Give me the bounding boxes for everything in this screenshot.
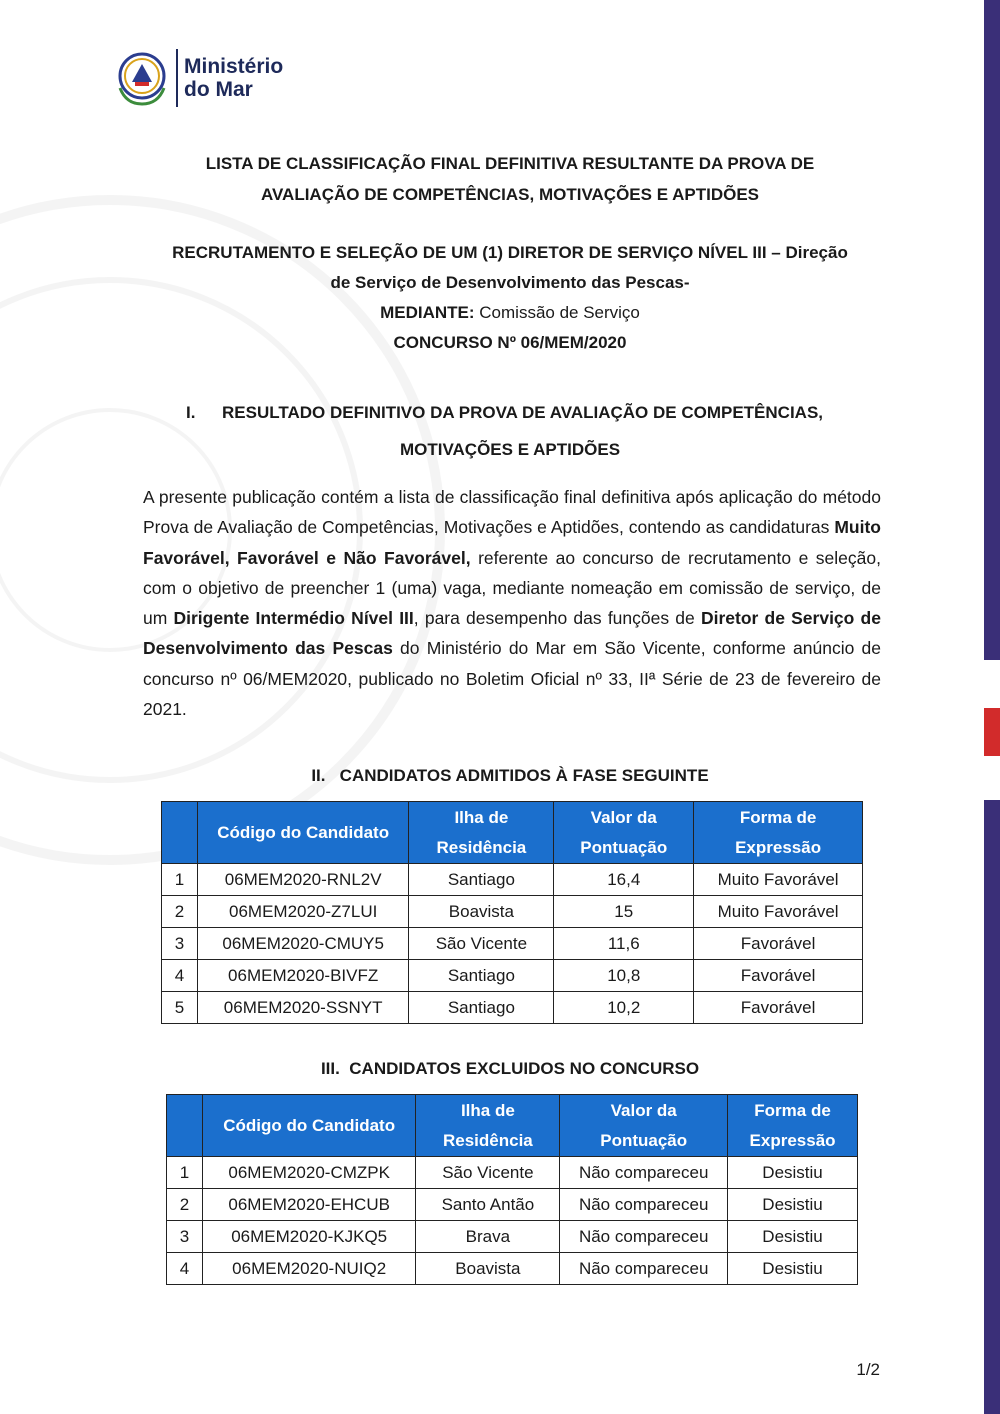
recruitment-heading <box>140 238 880 298</box>
cell-index: 3 <box>162 928 198 960</box>
logo-line-2: do Mar <box>184 78 253 101</box>
header-expression-label: Forma de Expressão <box>735 807 822 857</box>
table-row <box>167 1157 858 1189</box>
cell-island: Santiago <box>409 960 554 992</box>
header-expression <box>694 802 863 864</box>
cell-code: 06MEM2020-Z7LUI <box>197 896 409 928</box>
header-island <box>409 802 554 864</box>
cell-island: Boavista <box>409 896 554 928</box>
cell-index: 4 <box>167 1253 203 1285</box>
admitted-candidates-table <box>161 801 863 1024</box>
cell-island: Santiago <box>409 864 554 896</box>
cell-expression: Desistiu <box>728 1221 858 1253</box>
cell-island: Boavista <box>416 1253 560 1285</box>
cell-score: 16,4 <box>554 864 694 896</box>
coat-of-arms-icon <box>112 48 172 108</box>
table-row <box>162 992 863 1024</box>
section-1-roman: I. <box>186 403 196 422</box>
cell-code: 06MEM2020-RNL2V <box>197 864 409 896</box>
recruitment-line-1: RECRUTAMENTO E SELEÇÃO DE UM (1) DIRETOR DE SERVIÇO NÍVEL III – Direção <box>172 243 848 262</box>
table-row <box>167 1221 858 1253</box>
header-expression <box>728 1095 858 1157</box>
logo-line-1: Ministério <box>184 55 284 78</box>
cell-score: Não compareceu <box>560 1221 728 1253</box>
header-score-label: Valor da Pontuação <box>580 807 668 857</box>
document-title <box>140 148 880 210</box>
cell-expression: Favorável <box>694 928 863 960</box>
cell-expression: Favorável <box>694 992 863 1024</box>
table-row <box>162 896 863 928</box>
cell-code: 06MEM2020-CMZPK <box>202 1157 416 1189</box>
paragraph-text-2: referente ao concurso de recrutamento e seleção, com o objetivo de preencher 1 (uma) vaga, mediante nomeação em comissão de serviço, de um <box>143 547 881 629</box>
table-header-row <box>162 802 863 864</box>
cell-index: 1 <box>162 864 198 896</box>
header-island <box>416 1095 560 1157</box>
title-line-2: AVALIAÇÃO DE COMPETÊNCIAS, MOTIVAÇÕES E APTIDÕES <box>260 185 760 204</box>
cell-expression: Desistiu <box>728 1157 858 1189</box>
header-score <box>554 802 694 864</box>
flag-stripe-red <box>984 708 1000 756</box>
excluded-candidates-table <box>166 1094 858 1285</box>
cell-score: 10,8 <box>554 960 694 992</box>
cell-island: Santo Antão <box>416 1189 560 1221</box>
header-code: Código do Candidato <box>202 1095 416 1157</box>
section-3-title: III. CANDIDATOS EXCLUIDOS NO CONCURSO <box>320 1059 700 1078</box>
table-row <box>167 1253 858 1285</box>
logo-divider <box>176 49 178 107</box>
header-index <box>162 802 198 864</box>
cell-index: 2 <box>162 896 198 928</box>
table-header-row <box>167 1095 858 1157</box>
cell-index: 1 <box>167 1157 203 1189</box>
cell-code: 06MEM2020-SSNYT <box>197 992 409 1024</box>
flag-stripe-blue-top <box>984 0 1000 660</box>
paragraph-bold-3: Diretor de Serviço de Desenvolvimento das Pescas <box>143 608 881 659</box>
cell-code: 06MEM2020-KJKQ5 <box>202 1221 416 1253</box>
table-row <box>162 928 863 960</box>
section-1-line-1: RESULTADO DEFINITIVO DA PROVA DE AVALIAÇÃO DE COMPETÊNCIAS, <box>222 403 824 422</box>
cell-score: 15 <box>554 896 694 928</box>
ministry-logo <box>112 48 283 108</box>
cell-expression: Favorável <box>694 960 863 992</box>
flag-stripe-blue-bottom <box>984 800 1000 1414</box>
logo-text <box>184 55 283 101</box>
cell-code: 06MEM2020-CMUY5 <box>197 928 409 960</box>
cell-code: 06MEM2020-EHCUB <box>202 1189 416 1221</box>
mediante-label: MEDIANTE: <box>380 303 475 322</box>
mediante-value: Comissão de Serviço <box>474 303 640 322</box>
cell-island: Santiago <box>409 992 554 1024</box>
header-score <box>560 1095 728 1157</box>
cell-island: São Vicente <box>416 1157 560 1189</box>
header-index <box>167 1095 203 1157</box>
table-row <box>162 960 863 992</box>
cell-expression: Desistiu <box>728 1253 858 1285</box>
paragraph-text-3: , para desempenho das funções de <box>413 608 701 629</box>
cell-score: Não compareceu <box>560 1253 728 1285</box>
cell-index: 5 <box>162 992 198 1024</box>
cell-expression: Muito Favorável <box>694 896 863 928</box>
section-1-line-2: MOTIVAÇÕES E APTIDÕES <box>399 440 621 459</box>
table-row <box>162 864 863 896</box>
cell-code: 06MEM2020-NUIQ2 <box>202 1253 416 1285</box>
title-line-1: LISTA DE CLASSIFICAÇÃO FINAL DEFINITIVA RESULTANTE DA PROVA DE <box>205 154 815 173</box>
paragraph-text-4: do Ministério do Mar em São Vicente, conforme anúncio de concurso nº 06/MEM2020, publicado no Boletim Oficial nº 33, IIª Série de 23 de fevereiro de 2021. <box>143 638 881 720</box>
cell-index: 4 <box>162 960 198 992</box>
header-expression-label: Forma de Expressão <box>749 1100 836 1150</box>
cell-index: 2 <box>167 1189 203 1221</box>
concurso-number: CONCURSO Nº 06/MEM/2020 <box>393 333 627 352</box>
cell-expression: Desistiu <box>728 1189 858 1221</box>
cell-score: Não compareceu <box>560 1189 728 1221</box>
section-2-title: II. CANDIDATOS ADMITIDOS À FASE SEGUINTE <box>311 766 709 785</box>
header-code: Código do Candidato <box>197 802 409 864</box>
cell-code: 06MEM2020-BIVFZ <box>197 960 409 992</box>
intro-paragraph <box>143 482 881 724</box>
header-island-label: Ilha de Residência <box>442 1100 533 1150</box>
cell-score: 11,6 <box>554 928 694 960</box>
cell-score: Não compareceu <box>560 1157 728 1189</box>
cell-expression: Muito Favorável <box>694 864 863 896</box>
paragraph-bold-2: Dirigente Intermédio Nível III <box>173 608 414 629</box>
header-island-label: Ilha de Residência <box>436 807 527 857</box>
cell-index: 3 <box>167 1221 203 1253</box>
table-row <box>167 1189 858 1221</box>
cell-score: 10,2 <box>554 992 694 1024</box>
paragraph-text-1: A presente publicação contém a lista de classificação final definitiva após aplicação do método Prova de Avaliação de Competências, Motivações e Aptidões, contendo as candidaturas <box>143 487 881 538</box>
recruitment-line-2: de Serviço de Desenvolvimento das Pescas- <box>330 273 690 292</box>
mediante-line <box>140 298 880 328</box>
paragraph-bold-1: Muito Favorável, Favorável e Não Favorável, <box>143 517 881 568</box>
cell-island: Brava <box>416 1221 560 1253</box>
header-score-label: Valor da Pontuação <box>600 1100 688 1150</box>
cell-island: São Vicente <box>409 928 554 960</box>
page-number: 1/2 <box>856 1360 880 1379</box>
